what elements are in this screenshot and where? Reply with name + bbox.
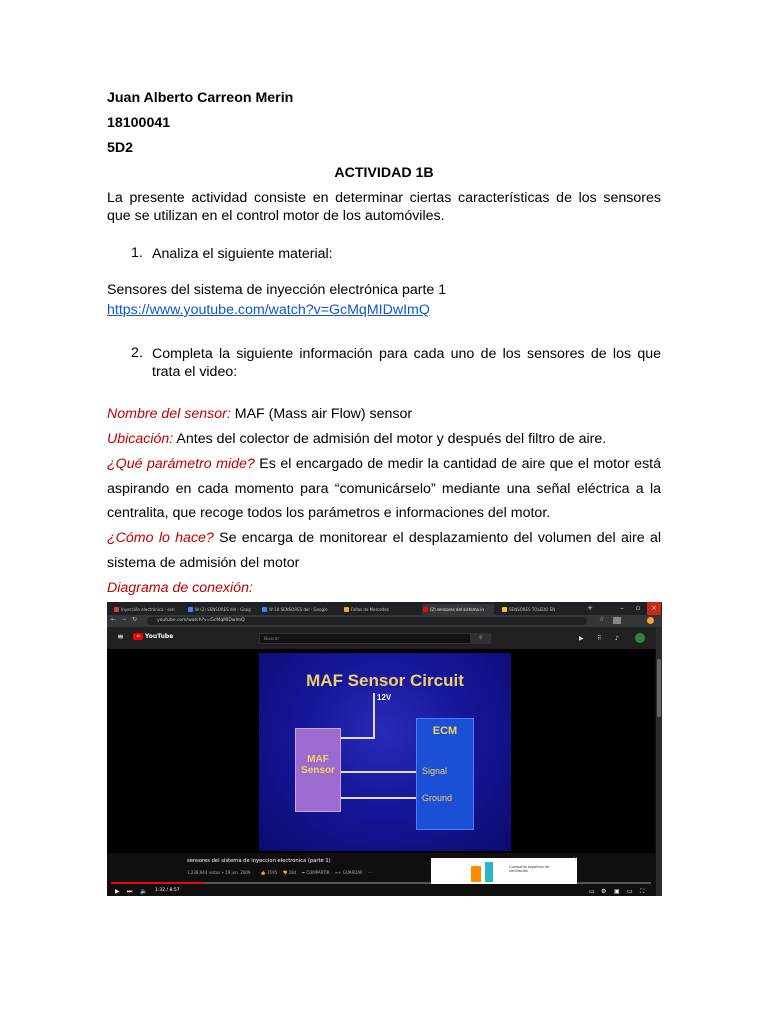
ubicacion-value: Antes del colector de admisión del motor y después del filtro de aire.	[173, 431, 607, 447]
view-count: 1,238,944 vistas • 19 jun. 2009	[187, 870, 251, 875]
step-1-text: Analiza el siguiente material:	[152, 246, 333, 262]
author-name: Juan Alberto Carreon Merin	[107, 90, 294, 106]
tab-label: (2) sensores del sistema in	[430, 607, 484, 612]
power-wire-horizontal	[339, 737, 375, 739]
youtube-play-logo-icon	[133, 633, 143, 640]
ubicacion-label: Ubicación:	[107, 431, 174, 447]
settings-gear-icon[interactable]: ⚙	[601, 888, 607, 895]
dislike-icon[interactable]: 👎	[282, 870, 288, 875]
more-icon[interactable]: ···	[368, 870, 372, 875]
signal-label: Signal	[422, 766, 448, 776]
ad-banner[interactable]	[431, 858, 577, 884]
field-ubicacion	[107, 427, 661, 452]
bookmark-star-icon[interactable]: ☆	[599, 616, 605, 623]
ad-text: Compañía española de ventilación	[509, 865, 550, 873]
parametro-value: Es el encargado de medir la cantidad de aire que el motor está aspirando en cada momento para “comunicárselo” mediante una señal eléctrica a la centralita, que recoge todos los parámetros e informaciones del motor.	[107, 456, 661, 521]
play-icon[interactable]: ▶	[115, 888, 120, 895]
ground-label: Ground	[422, 793, 453, 803]
address-field[interactable]: youtube.com/watch?v=GcMqMIDwImQ	[147, 617, 587, 625]
youtube-header	[107, 627, 662, 649]
save-button[interactable]: GUARDAR	[342, 870, 363, 875]
volume-icon[interactable]: 🔈	[140, 888, 148, 895]
youtube-logo-text: YouTube	[145, 633, 174, 640]
share-icon[interactable]: ➦	[301, 870, 306, 875]
search-button[interactable]: ⚲	[471, 633, 491, 644]
maximize-icon[interactable]: ▫	[635, 604, 641, 612]
intro-paragraph: La presente actividad consiste en determinar ciertas características de los sensores que se utilizan en el control motor de los automóviles.	[107, 190, 661, 224]
scrollbar[interactable]	[656, 627, 662, 896]
tab-favicon-icon	[114, 607, 119, 612]
dislike-count: 284	[288, 870, 297, 875]
ecm-block	[416, 718, 474, 830]
like-icon[interactable]: 👍	[260, 870, 266, 875]
subtitles-icon[interactable]: ▭	[589, 888, 595, 895]
step-1-number: 1.	[131, 245, 143, 261]
student-id: 18100041	[107, 115, 171, 131]
forward-icon[interactable]: →	[121, 616, 127, 623]
tab-favicon-icon	[502, 607, 507, 612]
tab-favicon-icon	[344, 607, 349, 612]
save-icon[interactable]: ≡+	[334, 870, 342, 875]
share-button[interactable]: COMPARTIR	[306, 870, 330, 875]
slide-title: MAF Sensor Circuit	[306, 671, 464, 690]
voltage-label: 12V	[377, 693, 392, 702]
step-2-number: 2.	[131, 345, 143, 361]
apps-grid-icon[interactable]: ⠿	[597, 635, 602, 642]
tab-label: Inyección electrónica - sen	[121, 607, 175, 612]
next-icon[interactable]: ⏭	[127, 888, 133, 895]
nombre-label: Nombre del sensor:	[107, 406, 231, 422]
scrollbar-thumb[interactable]	[657, 659, 661, 717]
video-link[interactable]: https://www.youtube.com/watch?v=GcMqMIDwImQ	[107, 302, 430, 318]
browser-tab[interactable]	[113, 604, 185, 615]
power-wire-vertical	[373, 693, 375, 739]
browser-tab[interactable]	[187, 604, 259, 615]
extension-icon[interactable]	[613, 617, 621, 624]
time-display: 1:32 / 8:57	[155, 888, 180, 893]
like-count: 3595	[267, 870, 278, 875]
tab-favicon-icon	[262, 607, 267, 612]
theater-mode-icon[interactable]: ▭	[627, 888, 633, 895]
search-input[interactable]: Buscar	[259, 633, 471, 644]
step-2-text: Completa la siguiente información para cada uno de los sensores de los que trata el video:	[152, 346, 661, 380]
ad-close-icon[interactable]: ×	[573, 856, 579, 863]
browser-tab[interactable]	[501, 604, 573, 615]
ad-graphic	[485, 862, 493, 882]
browser-tab-bar	[107, 602, 662, 615]
field-como	[107, 526, 661, 575]
diagrama-label: Diagrama de conexión:	[107, 580, 253, 596]
video-meta-row	[187, 870, 372, 875]
minimize-icon[interactable]: –	[620, 604, 624, 612]
ground-wire	[339, 797, 416, 799]
como-value: Se encarga de monitorear el desplazamiento del volumen del aire al sistema de admisión del motor	[107, 530, 662, 571]
youtube-logo[interactable]	[133, 633, 173, 640]
menu-icon[interactable]: ≡	[117, 632, 124, 641]
close-window-icon[interactable]: ×	[647, 602, 661, 615]
parametro-label: ¿Qué parámetro mide?	[107, 456, 255, 472]
nombre-value: MAF (Mass air Flow) sensor	[230, 406, 413, 422]
profile-avatar[interactable]	[647, 617, 654, 624]
tab-favicon-icon	[423, 607, 428, 612]
browser-url-bar	[107, 615, 662, 627]
ecm-label: ECM	[432, 725, 458, 737]
maf-sensor-block	[295, 728, 341, 812]
maf-sensor-label: MAF Sensor	[301, 754, 335, 776]
create-video-icon[interactable]: ▶	[579, 635, 584, 642]
tab-label: W 18 SENSORES del - Google	[269, 607, 328, 612]
fullscreen-icon[interactable]: ⛶	[640, 888, 645, 895]
browser-tab[interactable]	[343, 604, 415, 615]
field-diagrama	[107, 576, 661, 601]
ad-graphic	[471, 866, 481, 882]
video-title: sensores del sistema de inyeccion electronica (parte 1)	[187, 858, 331, 864]
new-tab-icon[interactable]: +	[587, 604, 593, 612]
signal-wire	[339, 771, 416, 773]
activity-title: ACTIVIDAD 1B	[334, 165, 434, 181]
tab-label: SENSORES TOLEDO EN	[509, 607, 556, 612]
tab-label: W (2) SENSORES del - Goog	[195, 607, 251, 612]
group-code: 5D2	[107, 140, 134, 156]
reload-icon[interactable]: ↻	[132, 616, 138, 623]
como-label: ¿Cómo lo hace?	[107, 530, 214, 546]
browser-tab-active[interactable]	[422, 604, 494, 615]
notifications-bell-icon[interactable]: ♪	[615, 635, 619, 642]
video-progress-fill	[111, 882, 203, 884]
material-title: Sensores del sistema de inyección electrónica parte 1	[107, 282, 447, 298]
user-avatar[interactable]	[635, 633, 645, 643]
field-parametro	[107, 452, 661, 526]
tab-label: Fallas de Mercedes	[351, 607, 389, 612]
video-frame	[259, 653, 511, 851]
browser-tab[interactable]	[261, 604, 333, 615]
back-icon[interactable]: ←	[111, 616, 117, 623]
miniplayer-icon[interactable]: ▣	[614, 888, 620, 895]
tab-favicon-icon	[188, 607, 193, 612]
field-nombre	[107, 402, 661, 427]
youtube-screenshot	[107, 602, 662, 896]
